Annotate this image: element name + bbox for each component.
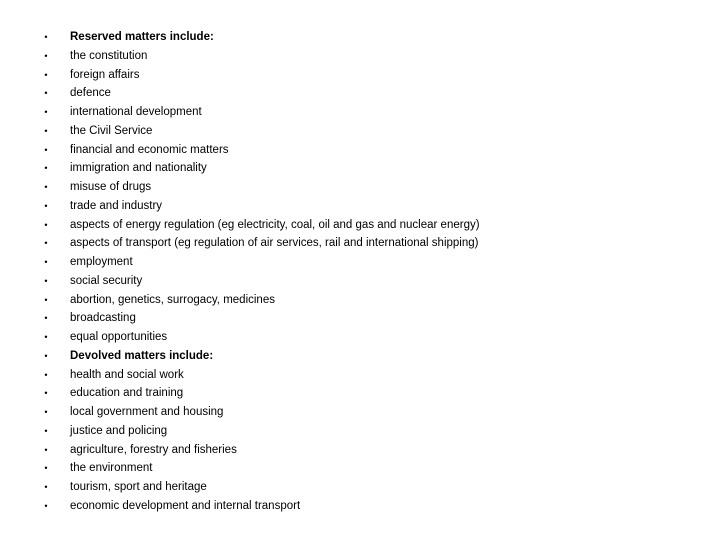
list-item xyxy=(0,197,720,216)
list-item xyxy=(0,253,720,272)
bullet-icon: • xyxy=(44,500,48,511)
list-item xyxy=(0,384,720,403)
list-item-text: education and training xyxy=(70,387,184,400)
bullet-icon: • xyxy=(44,275,48,286)
list-item-text: abortion, genetics, surrogacy, medicines xyxy=(70,293,275,306)
bullet-icon: • xyxy=(44,369,48,380)
list-item xyxy=(0,84,720,103)
list-item xyxy=(0,216,720,235)
bullet-icon: • xyxy=(44,257,48,267)
section-heading-text: Devolved matters include: xyxy=(70,349,214,362)
list-item-text: financial and economic matters xyxy=(70,143,229,156)
list-item-text: justice and policing xyxy=(70,424,168,437)
section-heading-item xyxy=(0,28,720,47)
list-item-text: social security xyxy=(70,274,143,287)
list-item xyxy=(0,403,720,422)
bullet-icon: • xyxy=(44,407,48,417)
list-item-text: the Civil Service xyxy=(70,124,153,137)
list-item-text: economic development and internal transport xyxy=(70,499,301,512)
list-item-text: broadcasting xyxy=(70,312,136,325)
bullet-icon: • xyxy=(44,219,48,230)
bullet-icon: • xyxy=(44,182,48,192)
bullet-icon: • xyxy=(44,144,48,155)
list-item-text: aspects of transport (eg regulation of air services, rail and international shipping) xyxy=(70,237,479,250)
list-item xyxy=(0,441,720,460)
list-item-text: tourism, sport and heritage xyxy=(70,481,207,493)
bullet-icon: • xyxy=(44,163,48,174)
bullet-icon: • xyxy=(44,50,48,61)
bullet-icon: • xyxy=(44,107,48,117)
bullet-icon: • xyxy=(44,238,48,249)
bullet-icon: • xyxy=(44,69,48,80)
bullet-icon: • xyxy=(44,313,48,324)
list-item-text: misuse of drugs xyxy=(70,181,152,193)
list-item-text: equal opportunities xyxy=(70,331,168,343)
list-item-text: the constitution xyxy=(70,49,148,62)
bullet-icon: • xyxy=(44,388,48,399)
bullet-icon: • xyxy=(44,463,48,474)
bullet-icon: • xyxy=(44,332,48,342)
list-item xyxy=(0,122,720,141)
list-item xyxy=(0,328,720,347)
section-heading-text: Reserved matters include: xyxy=(70,31,214,43)
list-item-text: aspects of energy regulation (eg electricity, coal, oil and gas and nuclear energy) xyxy=(70,218,480,231)
list-item xyxy=(0,459,720,478)
list-item xyxy=(0,47,720,66)
list-item-text: the environment xyxy=(70,462,153,475)
bullet-list xyxy=(0,28,720,516)
list-item-text: international development xyxy=(70,106,202,118)
list-item-text: immigration and nationality xyxy=(70,162,207,175)
bullet-icon: • xyxy=(44,482,48,492)
list-item xyxy=(0,66,720,85)
list-item-text: local government and housing xyxy=(70,406,224,418)
bullet-icon: • xyxy=(44,200,48,211)
bullet-icon: • xyxy=(44,125,48,136)
bullet-icon: • xyxy=(44,444,48,455)
list-item xyxy=(0,497,720,516)
bullet-icon: • xyxy=(44,32,48,42)
list-item-text: defence xyxy=(70,87,111,100)
list-item xyxy=(0,178,720,197)
list-item-text: trade and industry xyxy=(70,199,163,212)
list-item xyxy=(0,291,720,310)
list-item xyxy=(0,159,720,178)
section-heading-item xyxy=(0,347,720,366)
bullet-icon: • xyxy=(44,88,48,99)
bullet-icon: • xyxy=(44,350,48,361)
list-item-text: foreign affairs xyxy=(70,68,140,81)
list-item-text: agriculture, forestry and fisheries xyxy=(70,443,237,456)
list-item-text: employment xyxy=(70,256,133,268)
list-item xyxy=(0,272,720,291)
list-item xyxy=(0,478,720,497)
list-item-text: health and social work xyxy=(70,368,184,381)
list-item xyxy=(0,141,720,160)
list-item xyxy=(0,422,720,441)
list-item xyxy=(0,103,720,122)
bullet-icon: • xyxy=(44,294,48,305)
list-item xyxy=(0,309,720,328)
list-item xyxy=(0,234,720,253)
list-item xyxy=(0,366,720,385)
bullet-icon: • xyxy=(44,425,48,436)
